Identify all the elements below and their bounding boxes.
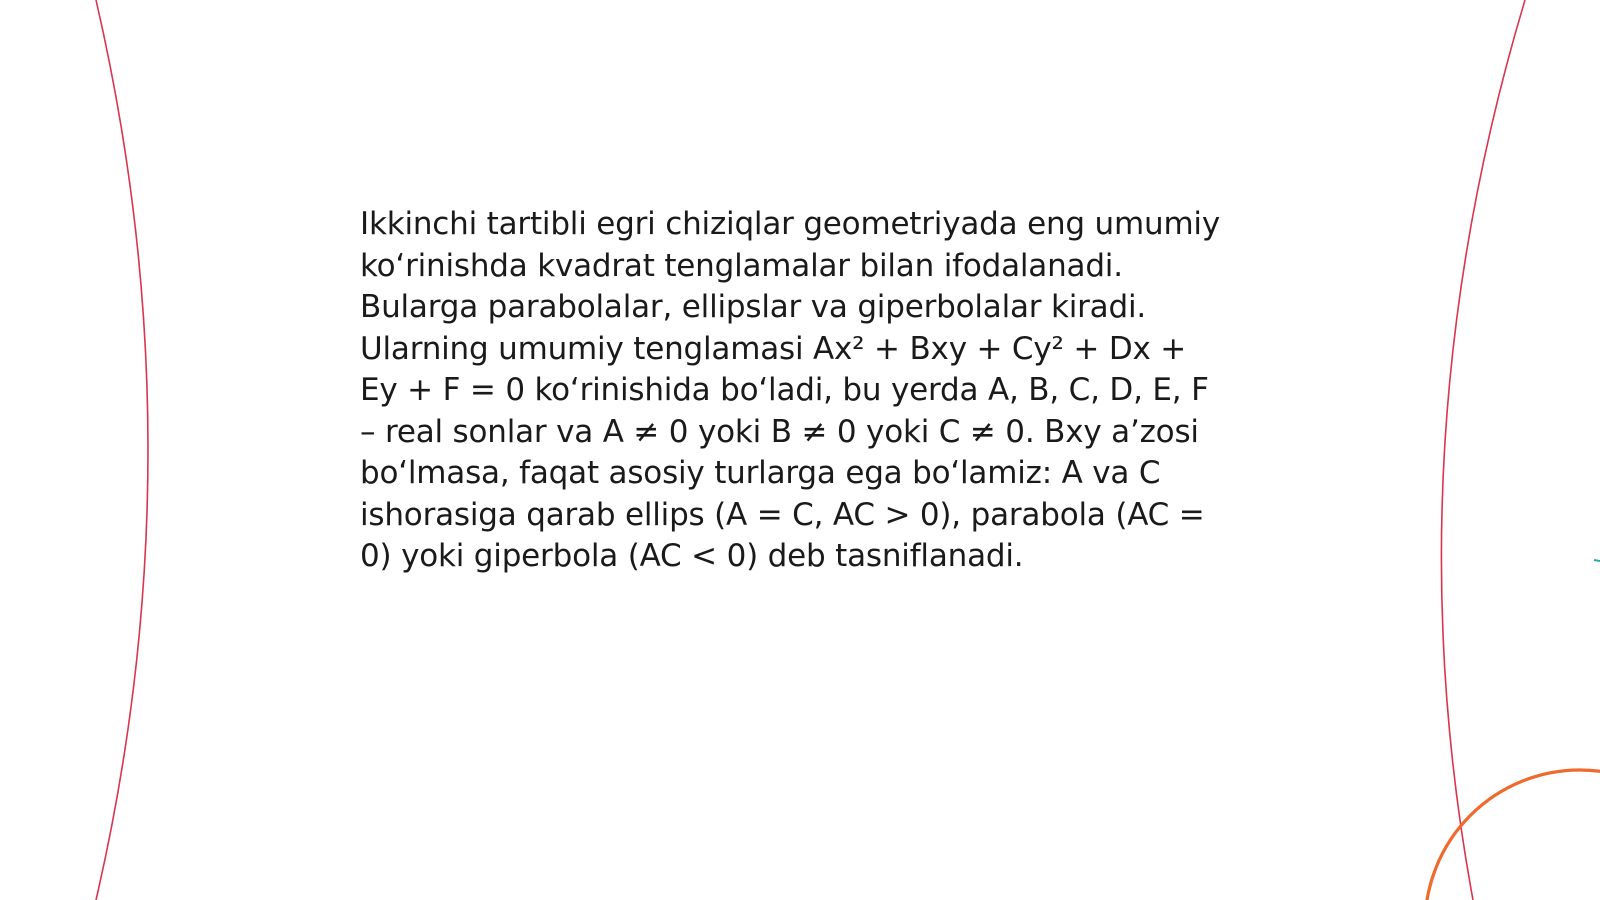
left-curve-line bbox=[96, 0, 148, 900]
teal-mark bbox=[1594, 560, 1600, 561]
right-curve-line bbox=[1441, 0, 1525, 900]
slide-body-text: Ikkinchi tartibli egri chiziqlar geometriyada eng umumiy koʻrinishda kvadrat tenglamalar bilan ifodalanadi. Bularga parabolalar, ellipslar va giperbolalar kiradi. Ularning umumiy tenglamasi Ax² + Bxy + Cy² + Dx + Ey + F = 0 koʻrinishida boʻladi, bu yerda A, B, C, D, E, F – real sonlar va A ≠ 0 yoki B ≠ 0 yoki C ≠ 0. Bxy aʼzosi boʻlmasa, faqat asosiy turlarga ega boʻlamiz: A va C ishorasiga qarab ellips (A = C, AC > 0), parabola (AC = 0) yoki giperbola (AC < 0) deb tasniflanadi. bbox=[360, 206, 1220, 574]
orange-arc bbox=[1425, 770, 1600, 900]
